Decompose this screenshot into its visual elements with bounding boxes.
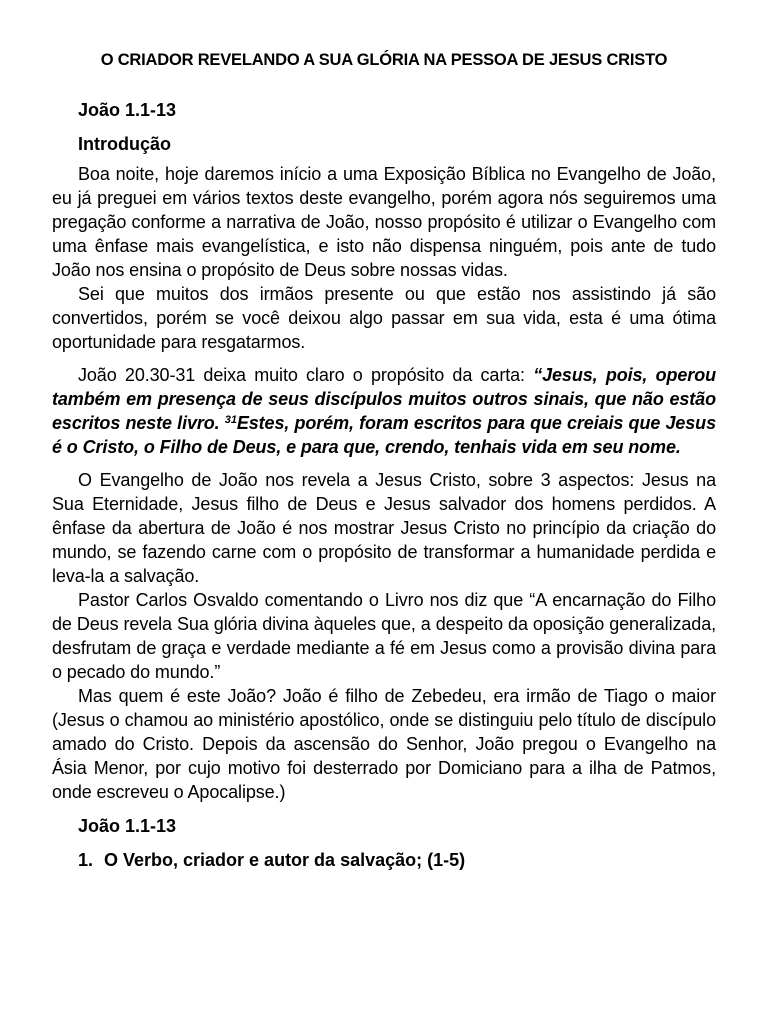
outline-item-number: 1. — [78, 850, 94, 870]
paragraph-purpose-quote — [52, 363, 716, 459]
scripture-reference-2: João 1.1-13 — [78, 816, 177, 836]
scripture-reference: João 1.1-13 — [78, 100, 177, 120]
bible-quote-part-2: Estes, porém, foram escritos para que creiais que Jesus é o Cristo, o Filho de Deus, e para que, crendo, tenhais vida em seu nome. — [52, 413, 716, 457]
bible-quote-part-1: “Jesus, pois, operou também em presença de seus discípulos muitos outros sinais, que não estão escritos neste livro. — [52, 365, 716, 433]
purpose-intro-text: João 20.30-31 deixa muito claro o propósito da carta: — [78, 365, 534, 385]
outline-item-text: O Verbo, criador e autor da salvação; (1-5) — [104, 850, 466, 870]
paragraph-converted: Sei que muitos dos irmãos presente ou que estão nos assistindo já são convertidos, porém se você deixou algo passar em sua vida, esta é uma ótima oportunidade para resgatarmos. — [52, 284, 716, 352]
document-page — [52, 0, 716, 872]
document-title: O CRIADOR REVELANDO A SUA GLÓRIA NA PESSOA DE JESUS CRISTO — [100, 51, 668, 69]
verse-number: 31 — [224, 414, 237, 426]
intro-heading: Introdução — [78, 134, 171, 154]
paragraph-commentary: Pastor Carlos Osvaldo comentando o Livro nos diz que “A encarnação do Filho de Deus revela Sua glória divina àqueles que, a despeito da oposição generalizada, desfrutam de graça e verdade mediante a fé em Jesus como a provisão divina para o pecado do mundo.” — [52, 590, 716, 682]
paragraph-opening: Boa noite, hoje daremos início a uma Exposição Bíblica no Evangelho de João, eu já preguei em vários textos deste evangelho, porém agora nós seguiremos uma pregação conforme a narrativa de João, nosso propósito é utilizar o Evangelho com uma ênfase mais evangelística, e isto não dispensa ninguém, pois ante de tudo João nos ensina o propósito de Deus sobre nossas vidas. — [52, 164, 716, 280]
outline-item — [52, 848, 716, 872]
paragraph-aspects: O Evangelho de João nos revela a Jesus Cristo, sobre 3 aspectos: Jesus na Sua Eternidade, Jesus filho de Deus e Jesus salvador dos homens perdidos. A ênfase da abertura de João é nos mostrar Jesus Cristo no princípio da criação do mundo, se fazendo carne com o propósito de transformar a humanidade perdida e leva-la a salvação. — [52, 470, 716, 586]
paragraph-who-is-john: Mas quem é este João? João é filho de Zebedeu, era irmão de Tiago o maior (Jesus o chamou ao ministério apostólico, onde se distinguiu pelo título de discípulo amado do Cristo. Depois da ascensão do Senhor, João pregou o Evangelho na Ásia Menor, por cujo motivo foi desterrado por Domiciano para a ilha de Patmos, onde escreveu o Apocalipse.) — [52, 686, 716, 802]
